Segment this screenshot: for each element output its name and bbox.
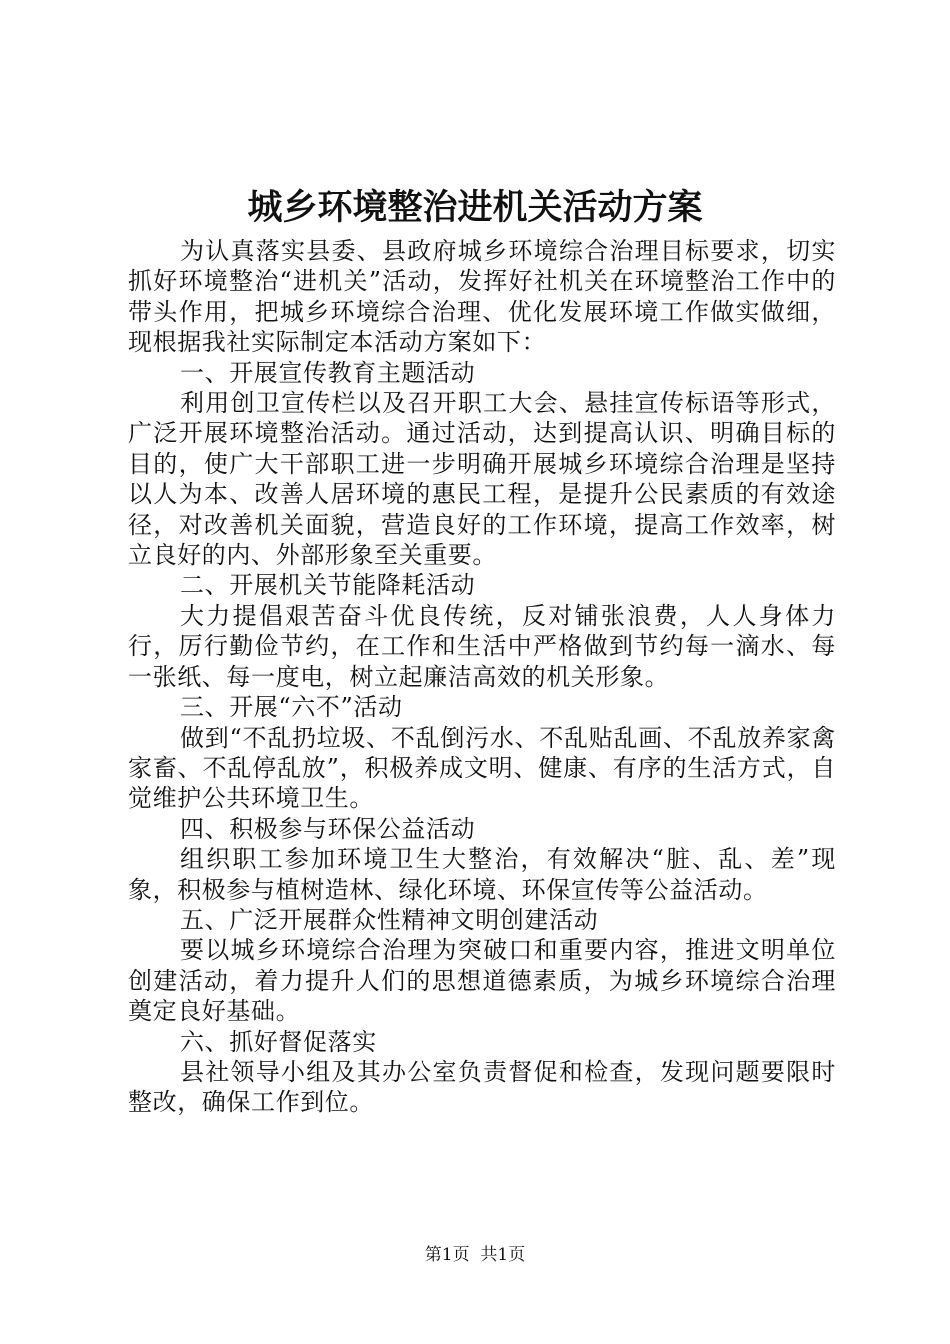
section-heading-4: 四、积极参与环保公益活动 (180, 814, 476, 843)
section-paragraph-4: 组织职工参加环境卫生大整治，有效解决“脏、乱、差”现象，积极参与植树造林、绿化环境、环保宣传等公益活动。 (128, 845, 836, 904)
footer-gap (470, 1245, 481, 1265)
section-heading-6: 六、抓好督促落实 (180, 1027, 377, 1056)
section-heading-2: 二、开展机关节能降耗活动 (180, 571, 476, 600)
page-total: 共1页 (480, 1245, 526, 1265)
section-paragraph-3: 做到“不乱扔垃圾、不乱倒污水、不乱贴乱画、不乱放养家禽家畜、不乱停乱放”，积极养成文明、健康、有序的生活方式，自觉维护公共环境卫生。 (128, 723, 836, 813)
document-title: 城乡环境整治进机关活动方案 (247, 187, 703, 228)
page-footer (0, 1244, 950, 1266)
section-paragraph-2: 大力提倡艰苦奋斗优良传统，反对铺张浪费，人人身体力行，厉行勤俭节约，在工作和生活中严格做到节约每一滴水、每一张纸、每一度电，树立起廉洁高效的机关形象。 (128, 601, 836, 691)
section-paragraph-1: 利用创卫宣传栏以及召开职工大会、悬挂宣传标语等形式，广泛开展环境整治活动。通过活动，达到提高认识、明确目标的目的，使广大干部职工进一步明确开展城乡环境综合治理是坚持以人为本、改善人居环境的惠民工程，是提升公民素质的有效途径，对改善机关面貌，营造良好的工作环境，提高工作效率，树立良好的内、外部形象至关重要。 (128, 389, 836, 570)
page-number: 第1页 (424, 1245, 470, 1265)
section-paragraph-5: 要以城乡环境综合治理为突破口和重要内容，推进文明单位创建活动，着力提升人们的思想道德素质，为城乡环境综合治理奠定良好基础。 (128, 936, 836, 1026)
section-paragraph-6: 县社领导小组及其办公室负责督促和检查，发现问题要限时整改，确保工作到位。 (128, 1057, 836, 1117)
document-body (128, 236, 836, 1118)
section-heading-3: 三、开展“六不”活动 (180, 693, 403, 722)
intro-paragraph: 为认真落实县委、县政府城乡环境综合治理目标要求，切实抓好环境整治“进机关”活动，发挥好社机关在环境整治工作中的带头作用，把城乡环境综合治理、优化发展环境工作做实做细，现根据我社实际制定本活动方案如下： (128, 237, 836, 357)
section-heading-1: 一、开展宣传教育主题活动 (180, 358, 476, 387)
section-heading-5: 五、广泛开展群众性精神文明创建活动 (180, 905, 599, 934)
